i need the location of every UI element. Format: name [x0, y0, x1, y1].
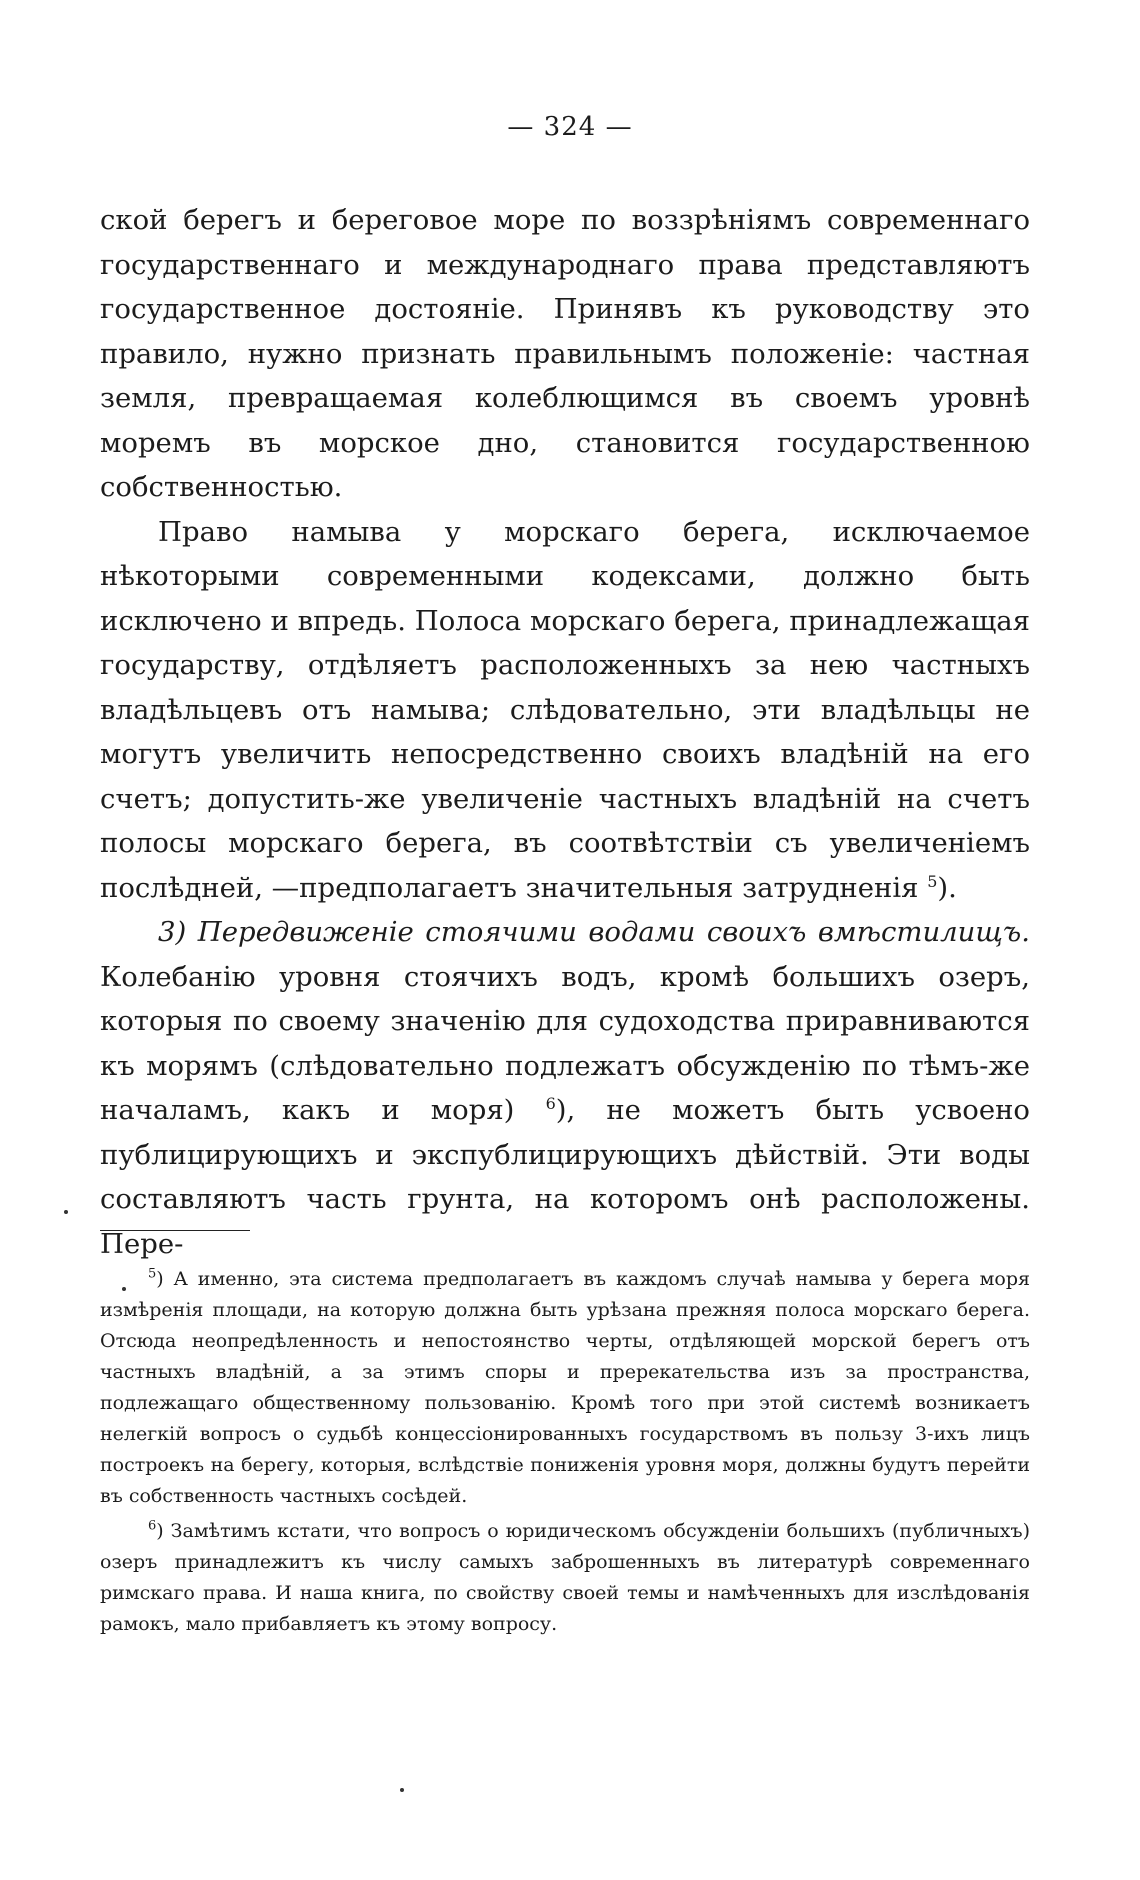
paragraph-text: Колебанію уровня стоячихъ водъ, кромѣ большихъ озеръ, которыя по своему значенію для судоходства приравниваются къ морямъ (слѣдовательно подлежатъ обсужденію по тѣмъ-же началамъ, какъ и моря): [100, 960, 1030, 1126]
print-speck: [64, 1210, 68, 1214]
section-heading: 3) Передвиженіе стоячими водами своихъ вмѣстилищъ.: [158, 916, 1030, 948]
footnote-marker: 5: [148, 1266, 157, 1282]
footnote-reference-5[interactable]: 5: [927, 871, 938, 891]
paragraph-text-end: ), не можетъ быть усвоено публицирующихъ и экспублицирующихъ дѣйствій. Эти воды составляютъ часть грунта, на которомъ онѣ расположены. Пере-: [100, 1094, 1030, 1260]
footnote-text: ) Замѣтимъ кстати, что вопросъ о юридическомъ обсужденіи большихъ (публичныхъ) озеръ принадлежитъ къ числу самыхъ заброшенныхъ въ литературѣ современнаго римскаго права. И наша книга, по свойству своей темы и намѣченныхъ для изслѣдованія рамокъ, мало прибавляетъ къ этому вопросу.: [100, 1520, 1030, 1635]
footnote-reference-6[interactable]: 6: [545, 1093, 556, 1113]
footnotes: [100, 1264, 1030, 1644]
footnote-5: [100, 1264, 1030, 1512]
footnote-marker: 6: [148, 1518, 157, 1534]
footnote-6: [100, 1516, 1030, 1640]
main-text: [100, 198, 1030, 1266]
footnote-separator: [100, 1230, 250, 1231]
page-number: — 324 —: [507, 112, 633, 142]
paragraph-text: Право намыва у морскаго берега, исключаемое нѣкоторыми современными кодексами, должно быть исключено и впредь. Полоса морскаго берега, принадлежащая государству, отдѣляетъ расположенныхъ за нею частныхъ владѣльцевъ отъ намыва; слѣдовательно, эти владѣльцы не могутъ увеличить непосредственно своихъ владѣній на его счетъ; допустить-же увеличеніе частныхъ владѣній на счетъ полосы морскаго берега, въ соотвѣтствіи съ увеличеніемъ послѣдней, —предполагаетъ значительныя затрудненія: [100, 515, 1030, 904]
print-speck: [400, 1788, 404, 1792]
paragraph-standing-waters: [100, 910, 1030, 1266]
footnote-text: ) А именно, эта система предполагаетъ въ каждомъ случаѣ намыва у берега моря измѣренія площади, на которую должна быть урѣзана прежняя полоса морскаго берега. Отсюда неопредѣленность и непостоянство черты, отдѣляющей морской берегъ отъ частныхъ владѣній, а за этимъ споры и пререкательства изъ за пространства, подлежащаго общественному пользованію. Кромѣ того при этой системѣ возникаетъ нелегкій вопросъ о судьбѣ концессіонированныхъ государствомъ въ пользу 3-ихъ лицъ построекъ на берегу, которыя, вслѣдствіе пониженія уровня моря, должны будутъ перейти въ собственность частныхъ сосѣдей.: [100, 1268, 1030, 1507]
paragraph-shore-accretion: [100, 510, 1030, 911]
paragraph-text-end: ).: [937, 871, 957, 904]
print-speck: [122, 1287, 126, 1291]
paragraph-continuation: ской берегъ и береговое море по воззрѣніямъ современнаго государственнаго и международнаго права представляютъ государственное достояніе. Принявъ къ руководству это правило, нужно признать правильнымъ положеніе: частная земля, превращаемая колеблющимся въ своемъ уровнѣ моремъ въ морское дно, становится государственною собственностью.: [100, 204, 1030, 503]
